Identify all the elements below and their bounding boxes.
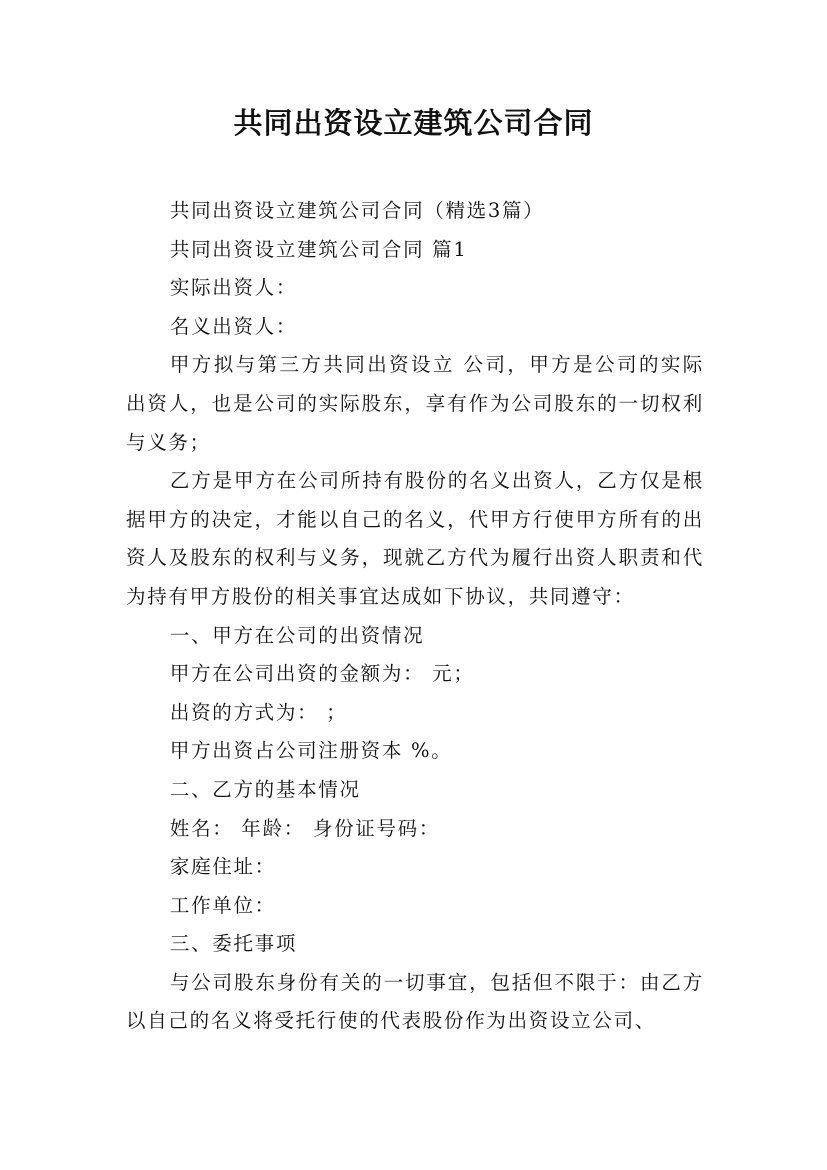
body-paragraph: 甲方出资占公司注册资本 %。 xyxy=(169,739,453,763)
body-paragraph: 姓名： 年龄： 身份证号码： xyxy=(169,816,441,840)
document-title: 共同出资设立建筑公司合同 xyxy=(233,106,594,140)
clause-heading: 二、乙方的基本情况 xyxy=(169,777,361,801)
clause-heading: 一、甲方在公司的出资情况 xyxy=(169,623,425,647)
body-paragraph: 甲方拟与第三方共同出资设立 公司，甲方是公司的实际出资人，也是公司的实际股东，享有作为公司股东的一切权利与义务； xyxy=(126,353,704,454)
section-heading: 共同出资设立建筑公司合同 篇1 xyxy=(169,237,468,261)
nominal-investor-field: 名义出资人： xyxy=(169,314,298,338)
body-paragraph: 与公司股东身份有关的一切事宜，包括但不限于：由乙方以自己的名义将受托行使的代表股份作为出资设立公司、 xyxy=(126,970,704,1033)
body-paragraph: 甲方在公司出资的金额为： 元； xyxy=(169,662,475,686)
body-paragraph: 工作单位： xyxy=(169,893,276,917)
body-paragraph: 乙方是甲方在公司所持有股份的名义出资人，乙方仅是根据甲方的决定，才能以自己的名义，代甲方行使甲方所有的出资人及股东的权利与义务，现就乙方代为履行出资人职责和代为持有甲方股份的相关事宜达成如下协议，共同遵守： xyxy=(126,469,704,608)
clause-heading: 三、委托事项 xyxy=(169,932,298,956)
document-body xyxy=(126,192,704,1041)
body-paragraph: 出资的方式为： ； xyxy=(169,700,348,724)
subtitle-paragraph: 共同出资设立建筑公司合同（精选3篇） xyxy=(169,199,545,222)
actual-investor-field: 实际出资人： xyxy=(169,276,298,300)
body-paragraph: 家庭住址： xyxy=(169,855,276,879)
